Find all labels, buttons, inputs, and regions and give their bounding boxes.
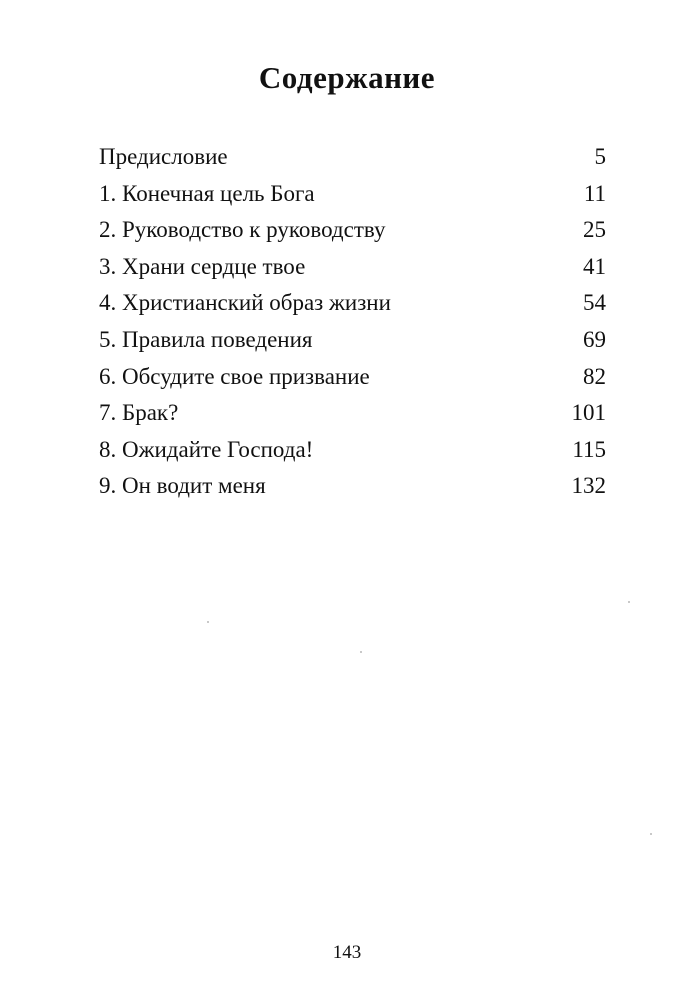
toc-entry-title: 1. Конечная цель Бога xyxy=(99,180,315,206)
toc-entry-title: 2. Руководство к руководству xyxy=(99,217,386,243)
toc-entry-page: 54 xyxy=(583,290,606,316)
toc-entry-title: 3. Храни сердце твое xyxy=(99,253,306,279)
scan-speck xyxy=(628,601,630,603)
toc-entry-title: 6. Обсудите свое призвание xyxy=(99,363,370,389)
toc-entry-page: 5 xyxy=(594,144,606,169)
toc-entry-page: 41 xyxy=(583,253,606,279)
toc-entry-page: 101 xyxy=(571,400,606,426)
page-number: 143 xyxy=(332,942,362,963)
page-title: Содержание xyxy=(258,60,436,95)
toc-entry-page: 25 xyxy=(583,217,606,243)
toc-entry-page: 82 xyxy=(583,363,606,389)
scan-speck xyxy=(207,621,209,623)
toc-entry-title: 7. Брак? xyxy=(99,400,179,426)
toc-entry-title: 4. Христианский образ жизни xyxy=(99,290,391,316)
toc-entry-preface xyxy=(99,139,609,176)
scan-speck xyxy=(650,833,652,835)
toc-entry-chapter-3 xyxy=(99,249,609,286)
toc-entry-chapter-2 xyxy=(99,212,609,249)
table-of-contents xyxy=(99,139,609,505)
toc-entry-chapter-1 xyxy=(99,176,609,213)
toc-entry-page: 115 xyxy=(572,436,606,462)
toc-entry-page: 11 xyxy=(583,180,606,206)
toc-entry-title: 9. Он водит меня xyxy=(99,473,266,499)
toc-entry-page: 132 xyxy=(571,473,606,499)
toc-entry-page: 69 xyxy=(583,326,606,352)
scan-speck xyxy=(360,651,362,653)
toc-entry-chapter-8 xyxy=(99,432,609,469)
toc-entry-title: 5. Правила поведения xyxy=(99,326,313,352)
toc-entry-title: Предисловие xyxy=(99,144,228,169)
toc-entry-chapter-4 xyxy=(99,285,609,322)
toc-entry-chapter-6 xyxy=(99,359,609,396)
toc-entry-chapter-7 xyxy=(99,395,609,432)
toc-entry-chapter-5 xyxy=(99,322,609,359)
toc-entry-chapter-9 xyxy=(99,468,609,505)
toc-entry-title: 8. Ожидайте Господа! xyxy=(99,436,314,462)
